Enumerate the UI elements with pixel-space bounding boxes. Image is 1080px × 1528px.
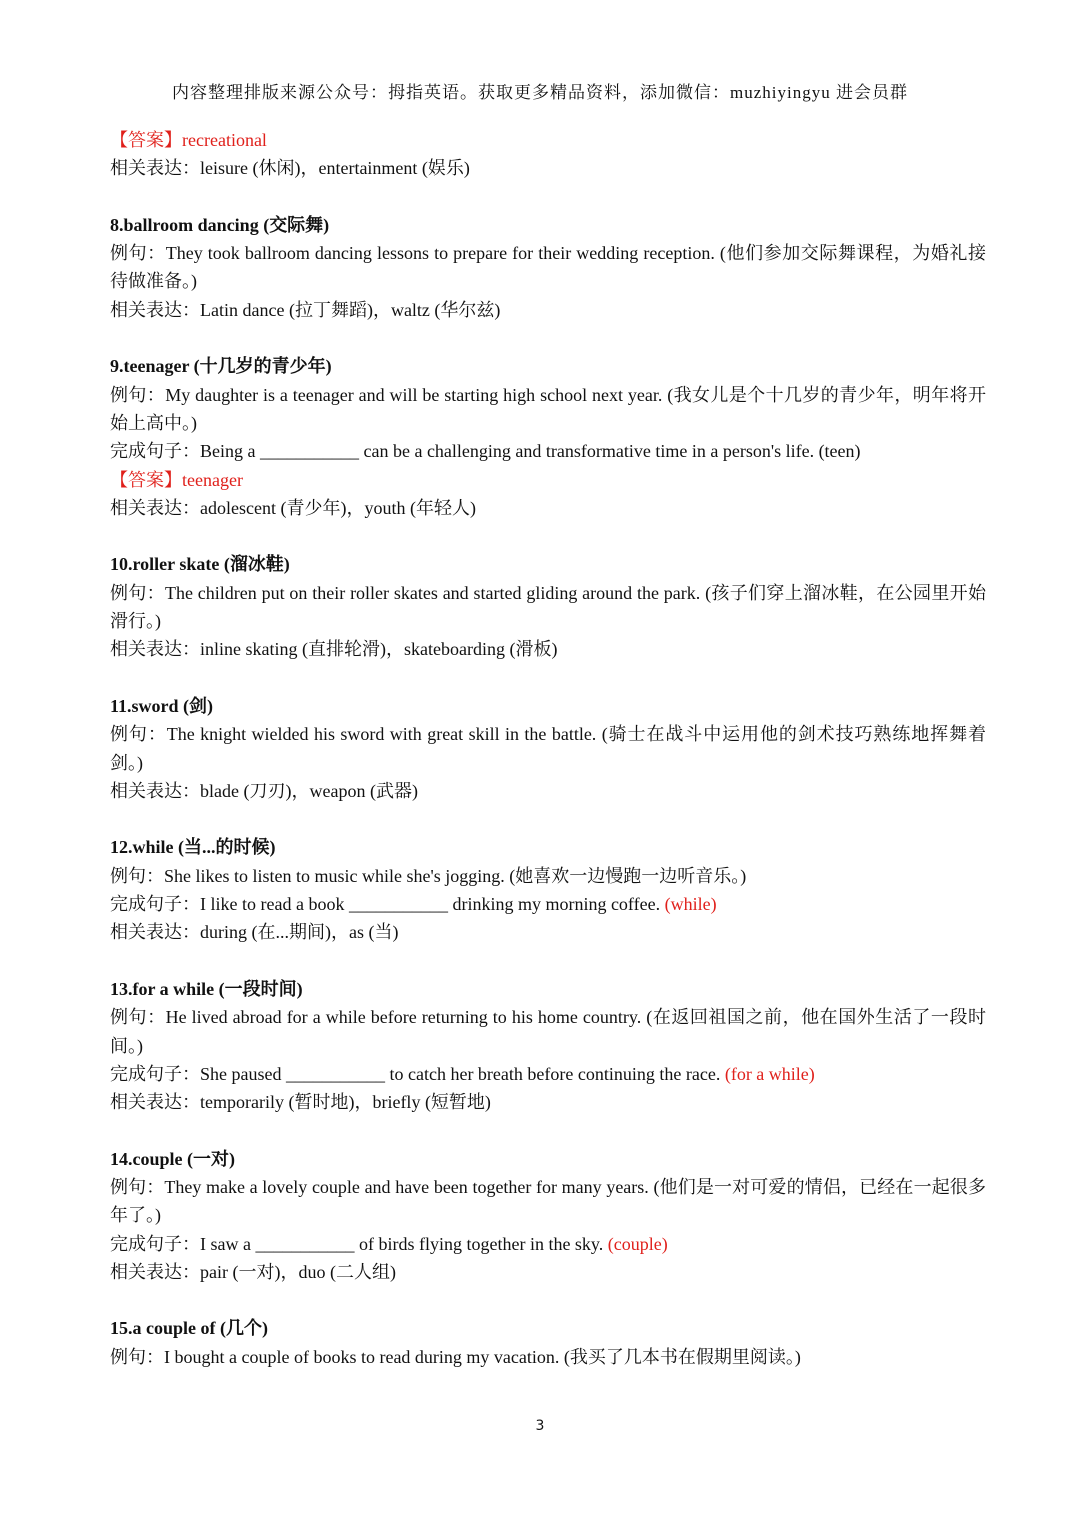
complete-sentence [110,890,986,918]
complete-sentence-text: 完成句子：I like to read a book ___________ drinking my morning coffee. [110,894,661,915]
complete-sentence-answer: (while) [664,894,717,915]
document-body [110,126,986,1371]
entry-title: 10.roller skate (溜冰鞋) [110,554,290,575]
example-sentence: 例句：She likes to listen to music while she's jogging. (她喜欢一边慢跑一边听音乐。) [110,865,747,886]
related-expressions: 相关表达：during (在...期间)，as (当) [110,922,399,943]
answer-line: 【答案】recreational [110,130,267,150]
complete-sentence-text: 完成句子：She paused ___________ to catch her breath before continuing the race. [110,1063,721,1084]
entry-title: 12.while (当...的时候) [110,837,276,858]
entry-title: 9.teenager (十几岁的青少年) [110,356,332,377]
example-sentence: 例句：They took ballroom dancing lessons to prepare for their wedding reception. (他们参加交际舞课程，为婚礼接待做准备。) [110,243,986,292]
answer-line: 【答案】teenager [110,469,243,490]
related-expressions: 相关表达：leisure (休闲)，entertainment (娱乐) [110,158,470,179]
entry-title: 14.couple (一对) [110,1148,235,1169]
related-expressions: 相关表达：pair (一对)，duo (二人组) [110,1261,396,1282]
example-sentence: 例句：They make a lovely couple and have been together for many years. (他们是一对可爱的情侣，已经在一起很多年了。) [110,1176,986,1226]
complete-sentence-answer: (couple) [607,1233,668,1254]
page-header: 内容整理排版来源公众号：拇指英语。获取更多精品资料，添加微信：muzhiyingyu 进会员群 [172,83,908,102]
entry-title: 8.ballroom dancing (交际舞) [110,214,330,235]
related-expressions: 相关表达：adolescent (青少年)，youth (年轻人) [110,497,476,518]
example-sentence: 例句：He lived abroad for a while before returning to his home country. (在返回祖国之前，他在国外生活了一段时间。) [110,1007,986,1056]
example-sentence: 例句：The knight wielded his sword with great skill in the battle. (骑士在战斗中运用他的剑术技巧熟练地挥舞着剑。) [110,724,986,773]
page-number: 3 [535,1418,545,1434]
entry-title: 13.for a while (一段时间) [110,978,303,999]
entry-title: 15.a couple of (几个) [110,1318,268,1339]
related-expressions: 相关表达：blade (刀刃)，weapon (武器) [110,780,418,801]
complete-sentence-answer: (for a while) [724,1063,815,1084]
complete-sentence: 完成句子：Being a ___________ can be a challenging and transformative time in a person's life. (teen) [110,441,861,462]
complete-sentence [110,1230,986,1258]
entry-title: 11.sword (剑) [110,695,213,716]
related-expressions: 相关表达：inline skating (直排轮滑)，skateboarding (滑板) [110,639,558,660]
complete-sentence-text: 完成句子：I saw a ___________ of birds flying together in the sky. [110,1233,604,1254]
related-expressions: 相关表达：temporarily (暂时地)，briefly (短暂地) [110,1092,491,1113]
example-sentence: 例句：The children put on their roller skates and started gliding around the park. (孩子们穿上溜冰鞋，在公园里开始滑行。) [110,582,986,632]
complete-sentence [110,1060,986,1088]
example-sentence: 例句：My daughter is a teenager and will be starting high school next year. (我女儿是个十几岁的青少年，明年将开始上高中。) [110,384,986,433]
related-expressions: 相关表达：Latin dance (拉丁舞蹈)，waltz (华尔兹) [110,299,501,320]
example-sentence: 例句：I bought a couple of books to read during my vacation. (我买了几本书在假期里阅读。) [110,1346,801,1367]
